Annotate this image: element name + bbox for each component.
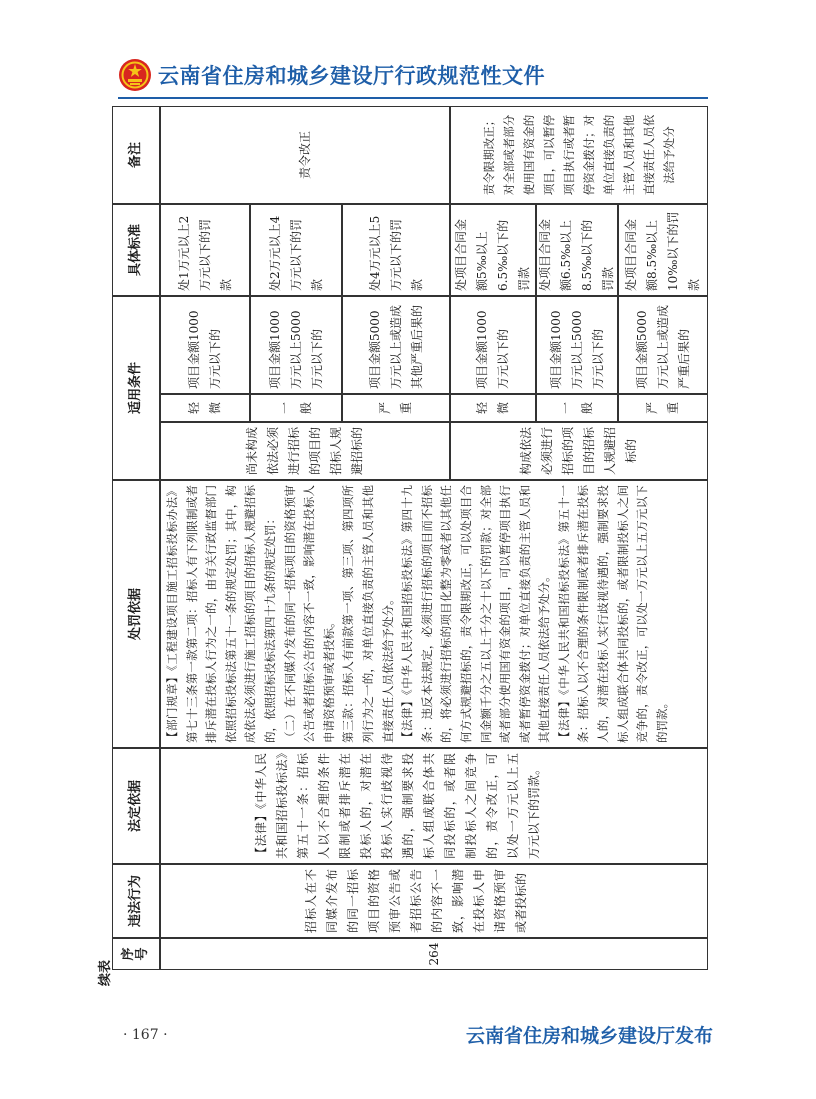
penalty-basis-para-2: （二）在不同媒介发布的同一招标项目的资格预审公告或者招标公告的内容不一致，影响潜在投标人申请资格预审或者投标。 <box>282 485 336 743</box>
group-b-condition-1: 项目金额1000万元以下的 <box>450 296 536 394</box>
header-act: 违法行为 <box>112 864 160 938</box>
group-b-label: 构成依法必须进行招标的项目的招标人规避招标的 <box>450 422 708 480</box>
penalty-basis-cell <box>160 480 708 748</box>
group-b-condition-2: 项目金额1000万元以上5000万元以下的 <box>536 296 618 394</box>
header-standard: 具体标准 <box>112 204 160 296</box>
header-seq: 序号 <box>112 938 160 970</box>
group-a-condition-1: 项目金额1000万元以下的 <box>160 296 250 394</box>
group-a-standard-1: 处1万元以上2万元以下的罚款 <box>160 204 250 296</box>
header-conditions: 适用条件 <box>112 296 160 480</box>
group-a-standard-3: 处4万元以上5万元以下的罚款 <box>342 204 450 296</box>
group-b-remark: 责令限期改正；对全部或者部分使用国有资金的项目，可以暂停项目执行或者暂停资金拨付；对单位直接负责的主管人员和其他直接责任人员依法给予处分 <box>450 106 708 204</box>
group-a-label: 尚未构成依法必须进行招标的项目的招标人规避招标的 <box>160 422 450 480</box>
act-cell: 招标人在不同媒介发布的同一招标项目的资格预审公告或者招标公告的内容不一致，影响潜在投标人申请资格预审或者投标的 <box>160 864 708 938</box>
group-a-condition-2: 项目金额1000万元以上5000万元以下的 <box>250 296 342 394</box>
header-penalty-basis: 处罚依据 <box>112 480 160 748</box>
group-b-standard-1: 处项目合同金额5‰以上6.5‰以下的罚款 <box>450 204 536 296</box>
penalty-basis-para-1: 【部门规章】《工程建设项目施工招标投标办法》第七十三条第一款第二项：招标人有下列限制或者排斥潜在投标人行为之一的，由有关行政监督部门依照招标投标法第五十一条的规定处罚；其中，构成依法必须进行施工招标的项目的招标人规避招标的，依照招标投标法第四十九条的规定处罚： <box>165 485 277 743</box>
group-a-level-1: 轻微 <box>160 394 250 422</box>
page-number: · 167 · <box>123 1027 168 1043</box>
group-b-level-3: 严重 <box>618 394 708 422</box>
header-title: 云南省住房和城乡建设厅行政规范性文件 <box>158 64 545 88</box>
document-header <box>118 58 718 94</box>
penalty-basis-para-3: 第三款：招标人有前款第一项、第三项、第四项所列行为之一的，对单位直接负责的主管人员和其他直接责任人员依法给予处分。 <box>341 485 395 743</box>
rotated-penalty-table <box>112 106 708 970</box>
group-b-standard-2: 处项目合同金额6.5‰以上8.5‰以下的罚款 <box>536 204 618 296</box>
header-remarks: 备注 <box>112 106 160 204</box>
group-b-level-2: 一般 <box>536 394 618 422</box>
group-a-level-2: 一般 <box>250 394 342 422</box>
penalty-basis-para-4: 【法律】《中华人民共和国招标投标法》第四十九条：违反本法规定，必须进行招标的项目而不招标的，将必须进行招标的项目化整为零或者以其他任何方式规避招标的，责令限期改正，可以处项目合同金额千分之五以上千分之十以下的罚款；对全部或者部分使用国有资金的项目，可以暂停项目执行或者暂停资金拨付；对单位直接负责的主管人员和其他直接责任人员依法给予处分。 <box>400 485 552 743</box>
penalty-basis-para-5: 【法律】《中华人民共和国招标投标法》第五十一条：招标人以不合理的条件限制或者排斥潜在投标人的，对潜在投标人实行歧视待遇的，强制要求投标人组成联合体共同投标的，或者限制投标人之间竞争的，责令改正，可以处一万元以上五万元以下的罚款。 <box>556 485 669 743</box>
group-b-condition-3: 项目金额5000万元以上或造成严重后果的 <box>618 296 708 394</box>
group-a-remark: 责令改正 <box>160 106 450 204</box>
national-emblem-icon <box>118 58 152 92</box>
group-a-condition-3: 项目金额5000万元以上或造成其他严重后果的 <box>342 296 450 394</box>
group-a-standard-2: 处2万元以上4万元以下的罚款 <box>250 204 342 296</box>
group-a-level-3: 严重 <box>342 394 450 422</box>
group-b-standard-3: 处项目合同金额8.5‰以上10‰以下的罚款 <box>618 204 708 296</box>
footer-org: 云南省住房和城乡建设厅发布 <box>466 1025 714 1047</box>
table-grid <box>112 106 708 970</box>
group-b-level-1: 轻微 <box>450 394 536 422</box>
continued-label: 续表 <box>98 959 113 986</box>
basis-cell: 【法律】《中华人民共和国招标投标法》第五十一条：招标人以不合理的条件限制或者排斥潜在投标人的，对潜在投标人实行歧视待遇的，强制要求投标人组成联合体共同投标的，或者限制投标人之间竞争的，责令改正，可以处一万元以上五万元以下的罚款。 <box>160 748 708 864</box>
header-basis: 法定依据 <box>112 748 160 864</box>
header-rule <box>118 97 708 99</box>
seq-cell: 264 <box>160 938 708 970</box>
